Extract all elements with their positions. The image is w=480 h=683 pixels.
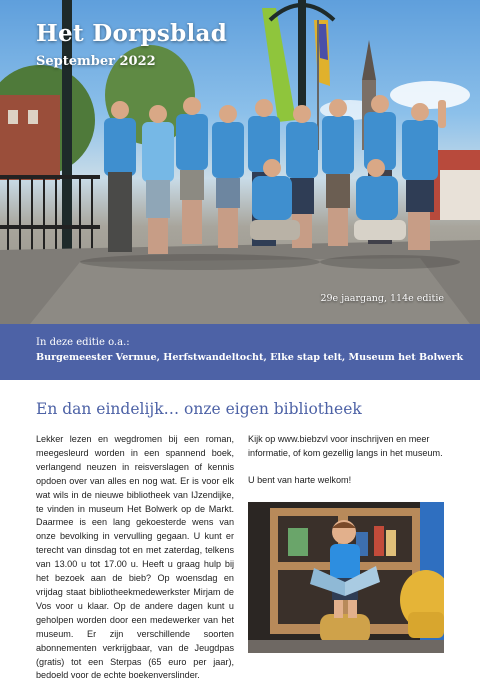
contents-intro: In deze editie o.a.: <box>36 337 130 348</box>
article-right-column <box>248 433 444 488</box>
newsletter-title: Het Dorpsblad <box>36 20 228 47</box>
article-info-text: Kijk op www.biebzvl voor inschrijven en meer informatie, of kom gezellig langs in het museum. <box>248 434 443 458</box>
article-body-text: Lekker lezen en wegdromen bij een roman, meegesleurd worden in een spannend boek, verlangend neuzen in reisverslagen of kennis opdoen over van alles en nog wat. Er is voor elk wat wils in de nieuwe bibliotheek van IJzendijke, te vinden in museum Het Bolwerk op de Markt. Daarmee is een lang gekoesterde wens van onze bevolking in vervulling gegaan. U kunt er terecht van dinsdag tot en met zaterdag, telkens van 13.00 u tot 17.00 u. Heeft u graag hulp bij het bezoek aan de bieb? Op woensdag en vrijdag staat bibliotheekmedewerkster Mirjam de Vos voor u klaar. Op de andere dagen kunt u geholpen worden door een medewerker van het museum. Er zijn verschillende soorten abonnementen verkrijgbaar, van de Jeugdpas (gratis) tot een Sterpas (65 euro per jaar), bedoeld voor de echte boekenverslinder. <box>36 434 234 681</box>
edition-label: 29e jaargang, 114e editie <box>320 293 444 304</box>
library-photo <box>248 502 444 653</box>
issue-date: September 2022 <box>36 54 156 69</box>
article-headline: En dan eindelijk… onze eigen bibliotheek <box>36 400 362 418</box>
article-left-column <box>36 433 234 683</box>
cover-photo-scene <box>0 0 480 324</box>
article-welcome-text: U bent van harte welkom! <box>248 474 352 485</box>
cover-photo <box>0 0 480 324</box>
library-photo-scene <box>248 502 444 653</box>
contents-topics: Burgemeester Vermue, Herfstwandeltocht, Elke stap telt, Museum het Bolwerk <box>36 352 464 363</box>
